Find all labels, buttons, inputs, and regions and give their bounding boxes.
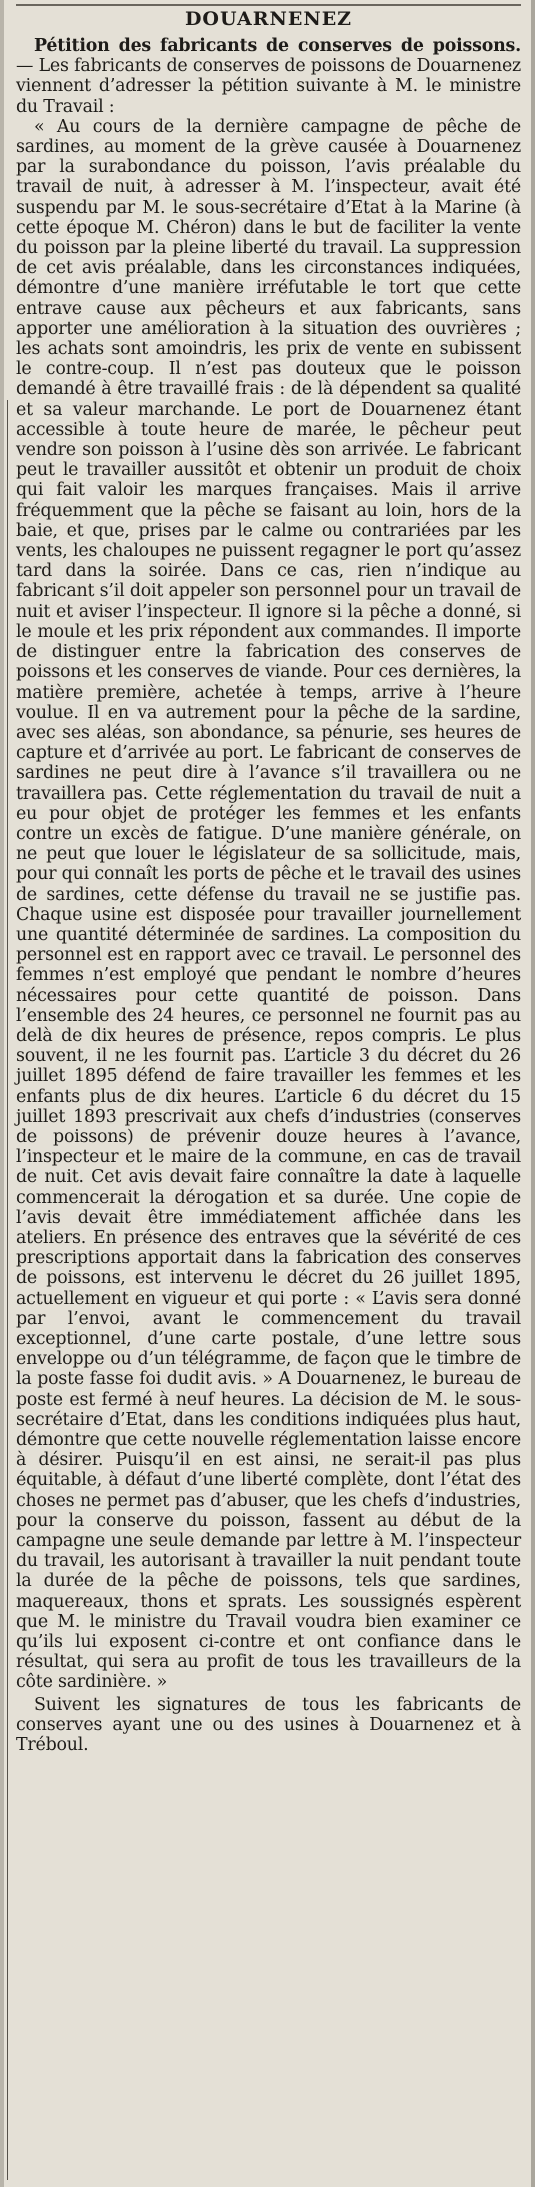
article-heading: DOUARNENEZ bbox=[184, 8, 353, 30]
article-lead-title: Pétition des fabricants de conserves de poissons. bbox=[34, 36, 521, 56]
article-column bbox=[16, 36, 521, 1755]
paper-edge-right bbox=[531, 0, 535, 2187]
column-rule bbox=[7, 400, 8, 2180]
top-rule bbox=[16, 4, 521, 6]
article-intro: Les fabricants de conserves de poissons de Douarnenez viennent d’adresser la pétition suivante à M. le ministre du Travail : bbox=[16, 56, 521, 117]
article-signatures: Suivent les signatures de tous les fabricants de conserves ayant une ou des usines à Douarnenez et à Tréboul. bbox=[16, 1694, 521, 1756]
article-body: « Au cours de la dernière campagne de pêche de sardines, au moment de la grève causée à Douarnenez par la surabondance du poisson, l’avis préalable du travail de nuit, à adresser à M. l’inspecteur, avait été suspendu par M. le sous-secrétaire d’Etat à la Marine (à cette époque M. Chéron) dans le but de faciliter la vente du poisson par la pleine liberté du travail. La suppression de cet avis préalable, dans les circonstances indiquées, démontre d’une manière irréfutable le tort que cette entrave cause aux pêcheurs et aux fabricants, sans apporter une amélioration à la situation des ouvrières ; les achats sont amoindris, les prix de vente en subissent le contre-coup. Il n’est pas douteux que le poisson demandé à être travaillé frais : de là dépendent sa qualité et sa valeur marchande. Le port de Douarnenez étant accessible à toute heure de marée, le pêcheur peut vendre son poisson à l’usine dès son arrivée. Le fabricant peut le travailler aussitôt et obtenir un produit de choix qui fait valoir les marques françaises. Mais il arrive fréquemment que la pêche se faisant au loin, hors de la baie, et que, prises par le calme ou contrariées par les vents, les chaloupes ne puissent regagner le port qu’assez tard dans la soirée. Dans ce cas, rien n’indique au fabricant s’il doit appeler son personnel pour un travail de nuit et aviser l’inspecteur. Il ignore si la pêche a donné, si le moule et les prix répondent aux commandes. Il importe de distinguer entre la fabrication des conserves de poissons et les conserves de viande. Pour ces dernières, la matière première, achetée à temps, arrive à l’heure voulue. Il en va autrement pour la pêche de la sardine, avec ses aléas, son abondance, sa pénurie, ses heures de capture et d’arrivée au port. Le fabricant de conserves de sardines ne peut dire à l’avance s’il travaillera ou ne travaillera pas. Cette réglementation du travail de nuit a eu pour objet de protéger les femmes et les enfants contre un excès de fatigue. D’une manière générale, on ne peut que louer le législateur de sa sollicitude, mais, pour qui connaît les ports de pêche et le travail des usines de sardines, cette défense du travail ne se justifie pas. Chaque usine est disposée pour travailler journellement une quantité déterminée de sardines. La composition du personnel est en rapport avec ce travail. Le personnel des femmes n’est employé que pendant le nombre d’heures nécessaires pour cette quantité de poisson. Dans l’ensemble des 24 heures, ce personnel ne fournit pas au delà de dix heures de présence, repos compris. Le plus souvent, il ne les fournit pas. L’article 3 du décret du 26 juillet 1895 défend de faire travailler les femmes et les enfants plus de dix heures. L’article 6 du décret du 15 juillet 1893 prescrivait aux chefs d’industries (conserves de poissons) de prévenir douze heures à l’avance, l’inspecteur et le maire de la commune, en cas de travail de nuit. Cet avis devait faire connaître la date à laquelle commencerait la dérogation et sa durée. Une copie de l’avis devait être immédiatement affichée dans les ateliers. En présence des entraves que la sévérité de ces prescriptions apportait dans la fabrication des conserves de poissons, est intervenu le décret du 26 juillet 1895, actuellement en vigueur et qui porte : « L’avis sera donné par l’envoi, avant le commencement du travail exceptionnel, d’une carte postale, d’une lettre sous enveloppe ou d’un télégramme, de façon que le timbre de la poste fasse foi dudit avis. » A Douarnenez, le bureau de poste est fermé à neuf heures. La décision de M. le sous-secrétaire d’Etat, dans les conditions indiquées plus haut, démontre que cette nouvelle réglementation laisse encore à désirer. Puisqu’il en est ainsi, ne serait-il pas plus équitable, à défaut d’une liberté complète, dont l’état des choses ne permet pas d’abuser, que les chefs d’industries, pour la conserve du poisson, fassent au début de la campagne une seule demande par lettre à M. l’inspecteur du travail, les autorisant à travailler la nuit pendant toute la durée de la pêche de poissons, tels que sardines, maquereaux, thons et sprats. Les soussignés espèrent que M. le ministre du Travail voudra bien examiner ce qu’ils lui exposent ci-contre et ont confiance dans le résultat, qui sera au profit de tous les travailleurs de la côte sardinière. » bbox=[16, 116, 521, 1693]
article-intro-paragraph: Pétition des fabricants de conserves de poissons. — Les fabricants de conserves de poissons de Douarnenez viennent d’adresser la pétition suivante à M. le ministre du Travail : bbox=[16, 36, 521, 117]
paper-edge-left bbox=[0, 0, 4, 2187]
